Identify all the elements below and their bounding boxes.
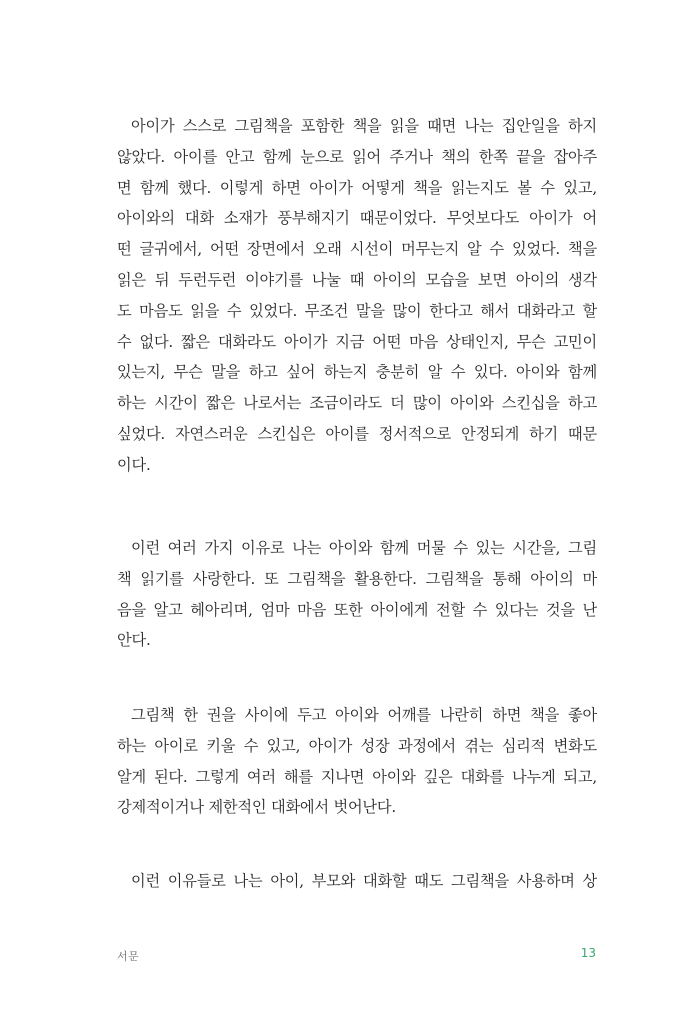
paragraph-line: 이런 여러 가지 이유로 나는 아이와 함께 머물 수 있는 시간을, 그림 (131, 539, 597, 557)
page-number: 13 (580, 946, 596, 960)
paragraph-line: 면 함께 했다. 이렇게 하면 아이가 어떻게 책을 읽는지도 볼 수 있고, (117, 178, 597, 197)
paragraph-line: 강제적이거나 제한적인 대화에서 벗어난다. (117, 798, 396, 817)
paragraph-line: 책 읽기를 사랑한다. 또 그림책을 활용한다. 그림책을 통해 아이의 마 (117, 569, 597, 588)
paragraph-3 (117, 700, 597, 823)
paragraph-2 (117, 533, 597, 656)
paragraph-line: 떤 글귀에서, 어떤 장면에서 오래 시선이 머무는지 알 수 있었다. 책을 (117, 240, 597, 259)
paragraph-line: 아이와의 대화 소재가 풍부해지기 때문이었다. 무엇보다도 아이가 어 (117, 209, 597, 228)
paragraph-line: 않았다. 아이를 안고 함께 눈으로 읽어 주거나 책의 한쪽 끝을 잡아주 (117, 147, 597, 166)
paragraph-line: 그림책 한 권을 사이에 두고 아이와 어깨를 나란히 하면 책을 좋아 (131, 706, 597, 724)
paragraph-line: 이런 이유들로 나는 아이, 부모와 대화할 때도 그림책을 사용하며 상 (131, 872, 597, 890)
paragraph-line: 수 없다. 짧은 대화라도 아이가 지금 어떤 마음 상태인지, 무슨 고민이 (117, 332, 597, 351)
paragraph-line: 음을 알고 헤아리며, 엄마 마음 또한 아이에게 전할 수 있다는 것을 난 (117, 600, 597, 619)
paragraph-line: 있는지, 무슨 말을 하고 싶어 하는지 충분히 알 수 있다. 아이와 함께 (117, 363, 597, 382)
paragraph-line: 읽은 뒤 두런두런 이야기를 나눌 때 아이의 모습을 보면 아이의 생각 (117, 270, 597, 289)
paragraph-line: 싶었다. 자연스러운 스킨십은 아이를 정서적으로 안정되게 하기 때문 (117, 424, 597, 443)
paragraph-line: 도 마음도 읽을 수 있었다. 무조건 말을 많이 한다고 해서 대화라고 할 (117, 301, 597, 320)
paragraph-line: 안다. (117, 631, 151, 650)
paragraph-4 (117, 866, 597, 897)
paragraph-line: 하는 아이로 키울 수 있고, 아이가 성장 과정에서 겪는 심리적 변화도 (117, 736, 597, 755)
paragraph-1 (117, 111, 597, 481)
paragraph-line: 아이가 스스로 그림책을 포함한 책을 읽을 때면 나는 집안일을 하지 (131, 117, 597, 135)
paragraph-line: 하는 시간이 짧은 나로서는 조금이라도 더 많이 아이와 스킨십을 하고 (117, 394, 597, 413)
paragraph-line: 이다. (117, 455, 151, 474)
running-footer-section: 서문 (117, 950, 140, 963)
paragraph-line: 알게 된다. 그렇게 여러 해를 지나면 아이와 깊은 대화를 나누게 되고, (117, 767, 597, 786)
